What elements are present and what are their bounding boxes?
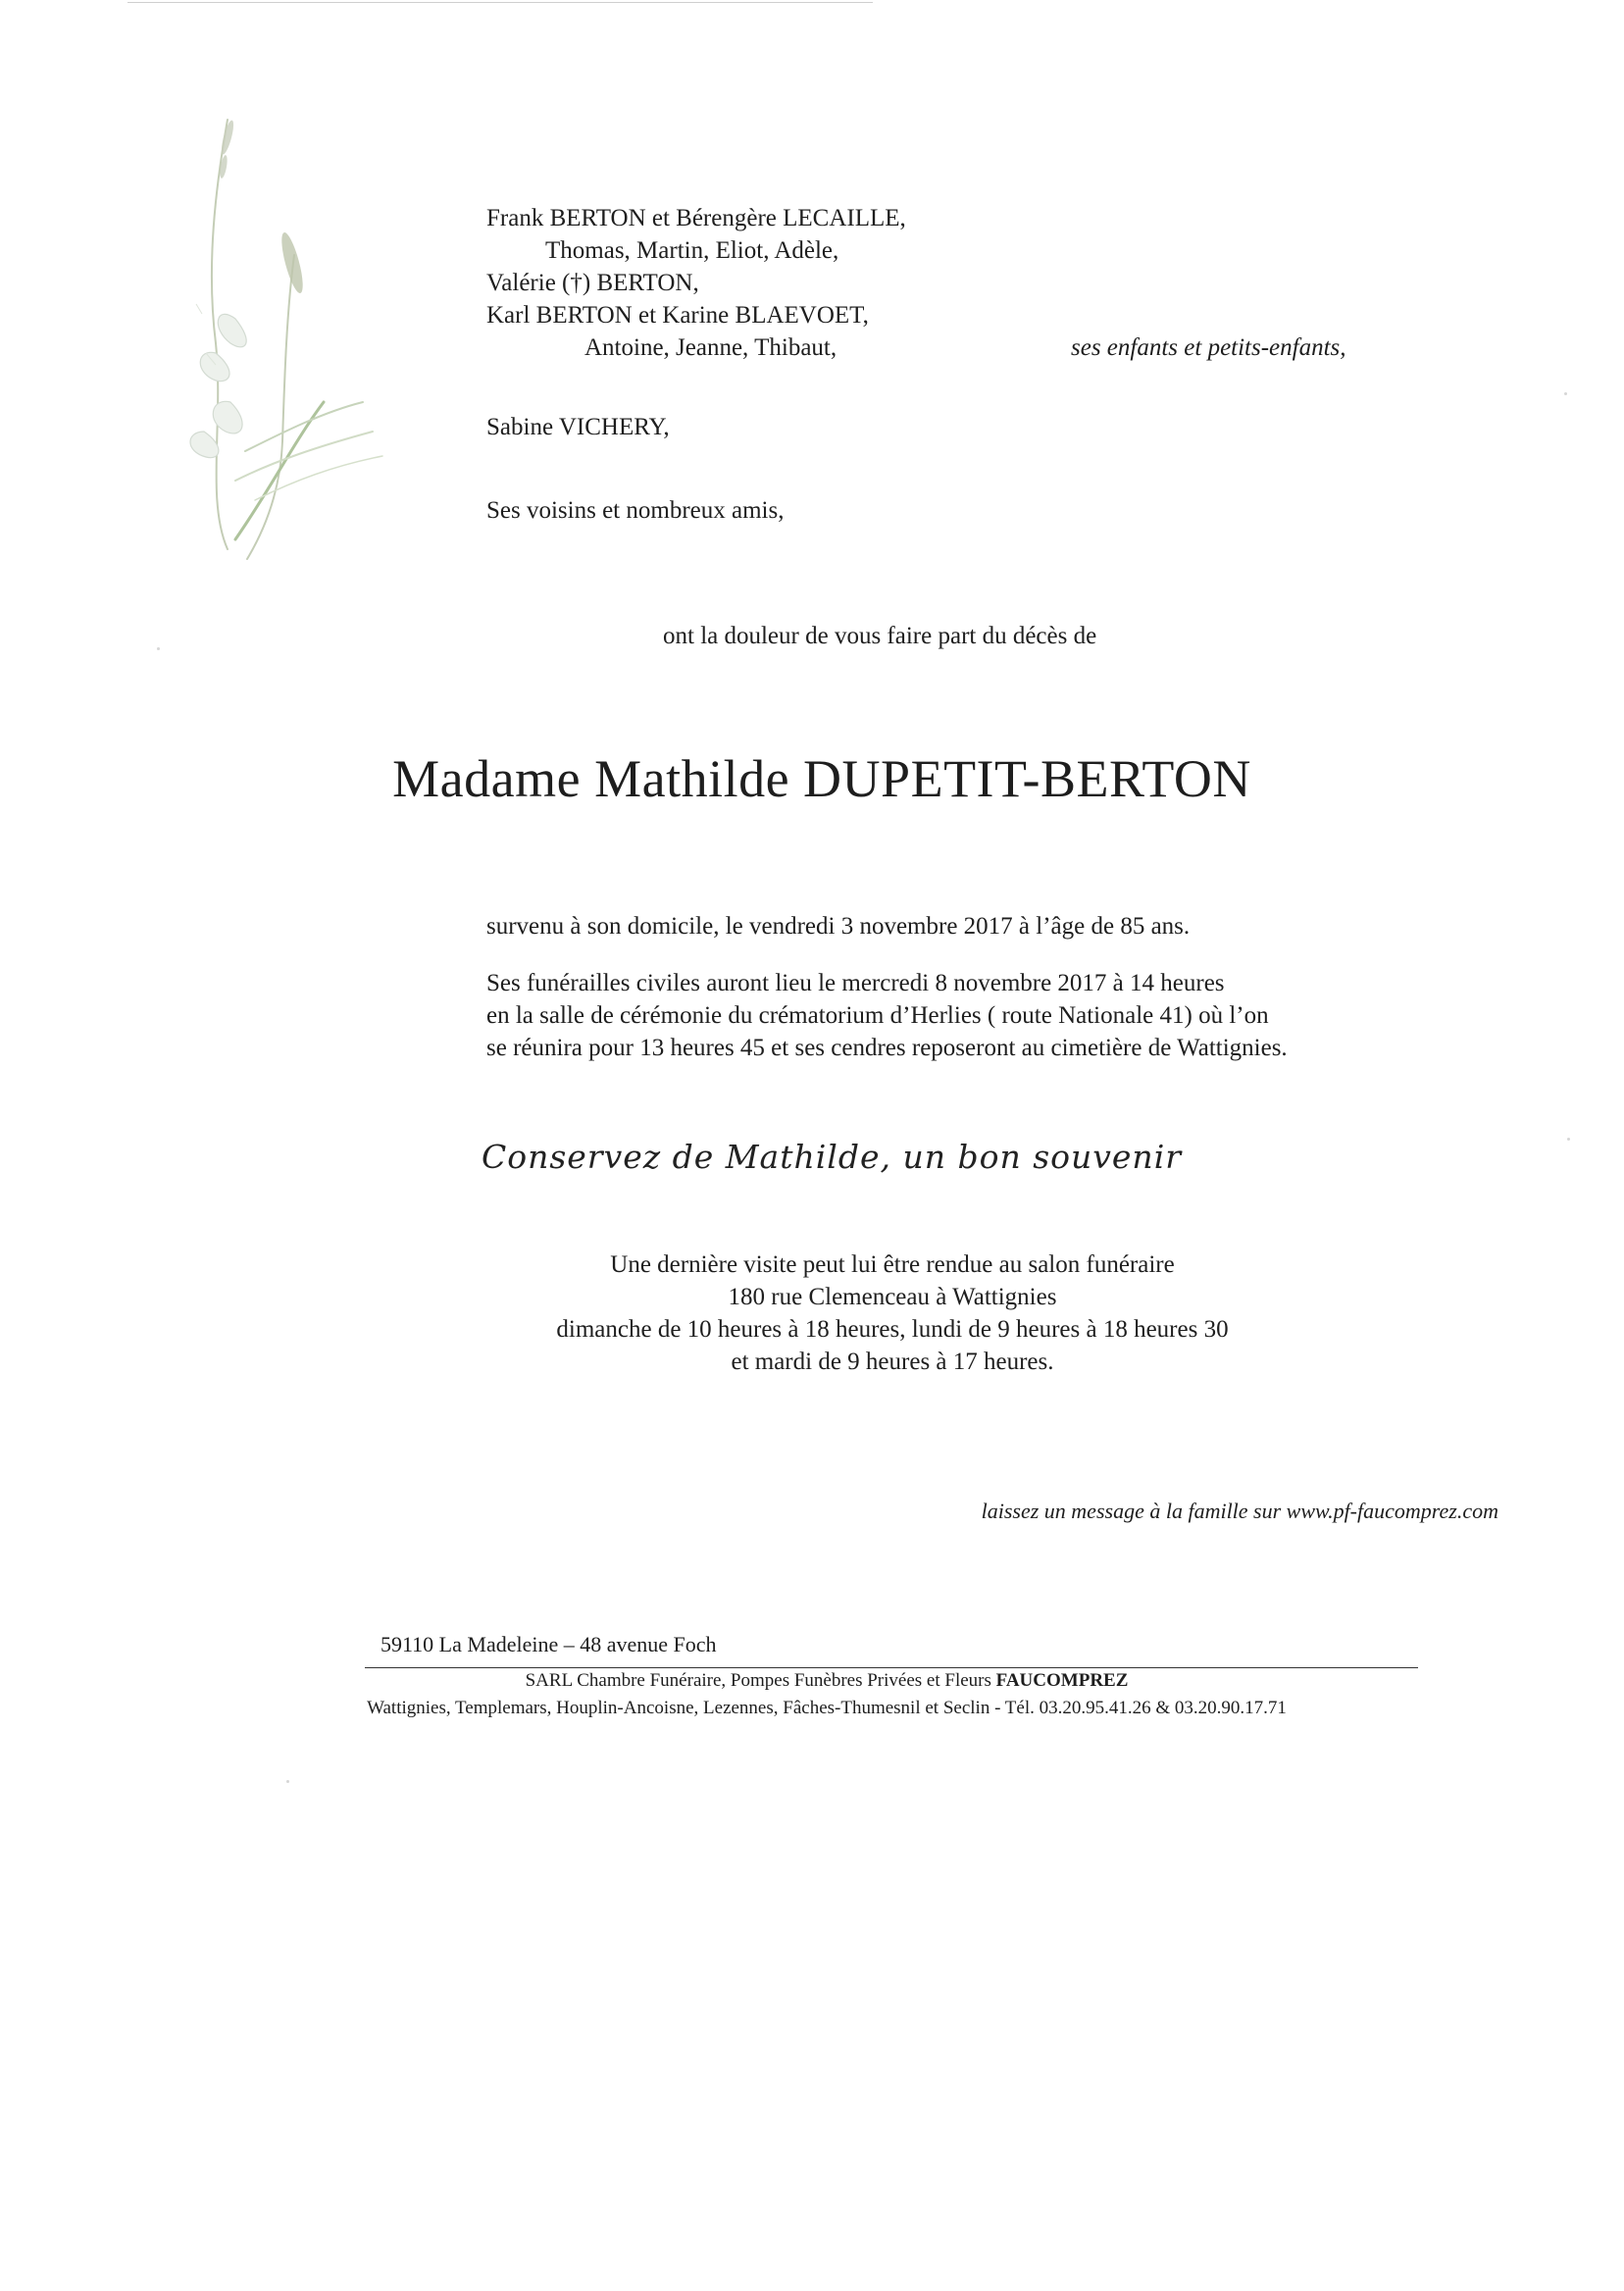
online-message-note: laissez un message à la famille sur www.pf-faucomprez.com	[981, 1499, 1498, 1523]
floral-decoration-icon	[177, 108, 431, 569]
family-line-4: Karl BERTON et Karine BLAEVOET,	[486, 302, 869, 329]
funeral-line-1: Ses funérailles civiles auront lieu le mercredi 8 novembre 2017 à 14 heures	[486, 970, 1225, 996]
visit-line-2: 180 rue Clemenceau à Wattignies	[728, 1284, 1057, 1310]
funeral-line-3: se réunira pour 13 heures 45 et ses cendres reposeront au cimetière de Wattignies.	[486, 1035, 1288, 1061]
family-line-5: Antoine, Jeanne, Thibaut,	[584, 334, 837, 361]
remembrance-quote: Conservez de Mathilde, un bon souvenir	[481, 1138, 1183, 1176]
funeral-home-address: 59110 La Madeleine – 48 avenue Foch	[381, 1632, 717, 1656]
death-details: survenu à son domicile, le vendredi 3 novembre 2017 à l’âge de 85 ans.	[486, 913, 1191, 940]
family-relation: ses enfants et petits-enfants,	[1071, 334, 1346, 361]
scan-speck	[1564, 392, 1567, 395]
footer-company-name: FAUCOMPREZ	[995, 1670, 1129, 1691]
scan-speck	[286, 1780, 289, 1783]
funeral-line-2: en la salle de cérémonie du crématorium d’Herlies ( route Nationale 41) où l’on	[486, 1002, 1269, 1029]
visit-line-4: et mardi de 9 heures à 17 heures.	[731, 1349, 1054, 1375]
footer-locations: Wattignies, Templemars, Houplin-Ancoisne, Lezennes, Fâches-Thumesnil et Seclin - Tél. 03.20.95.41.26 & 03.20.90.17.71	[367, 1698, 1287, 1718]
visit-block	[510, 1248, 1275, 1378]
family-other: Sabine VICHERY,	[486, 414, 670, 440]
scan-top-line	[127, 2, 873, 3]
family-line-3: Valérie (†) BERTON,	[486, 270, 699, 296]
family-line-1: Frank BERTON et Bérengère LECAILLE,	[486, 205, 906, 231]
visit-line-1: Une dernière visite peut lui être rendue au salon funéraire	[610, 1251, 1175, 1278]
footer-company-prefix: SARL Chambre Funéraire, Pompes Funèbres Privées et Fleurs	[525, 1670, 991, 1691]
footer	[0, 1667, 1624, 1722]
footer-company	[29, 1667, 1624, 1695]
scan-speck	[157, 647, 160, 650]
family-friends: Ses voisins et nombreux amis,	[486, 497, 785, 524]
deceased-name: Madame Mathilde DUPETIT-BERTON	[392, 749, 1251, 808]
family-line-2: Thomas, Martin, Eliot, Adèle,	[545, 237, 839, 264]
visit-line-3: dimanche de 10 heures à 18 heures, lundi de 9 heures à 18 heures 30	[556, 1316, 1229, 1343]
scan-speck	[1567, 1138, 1570, 1141]
announcement-text: ont la douleur de vous faire part du décès de	[663, 623, 1097, 649]
